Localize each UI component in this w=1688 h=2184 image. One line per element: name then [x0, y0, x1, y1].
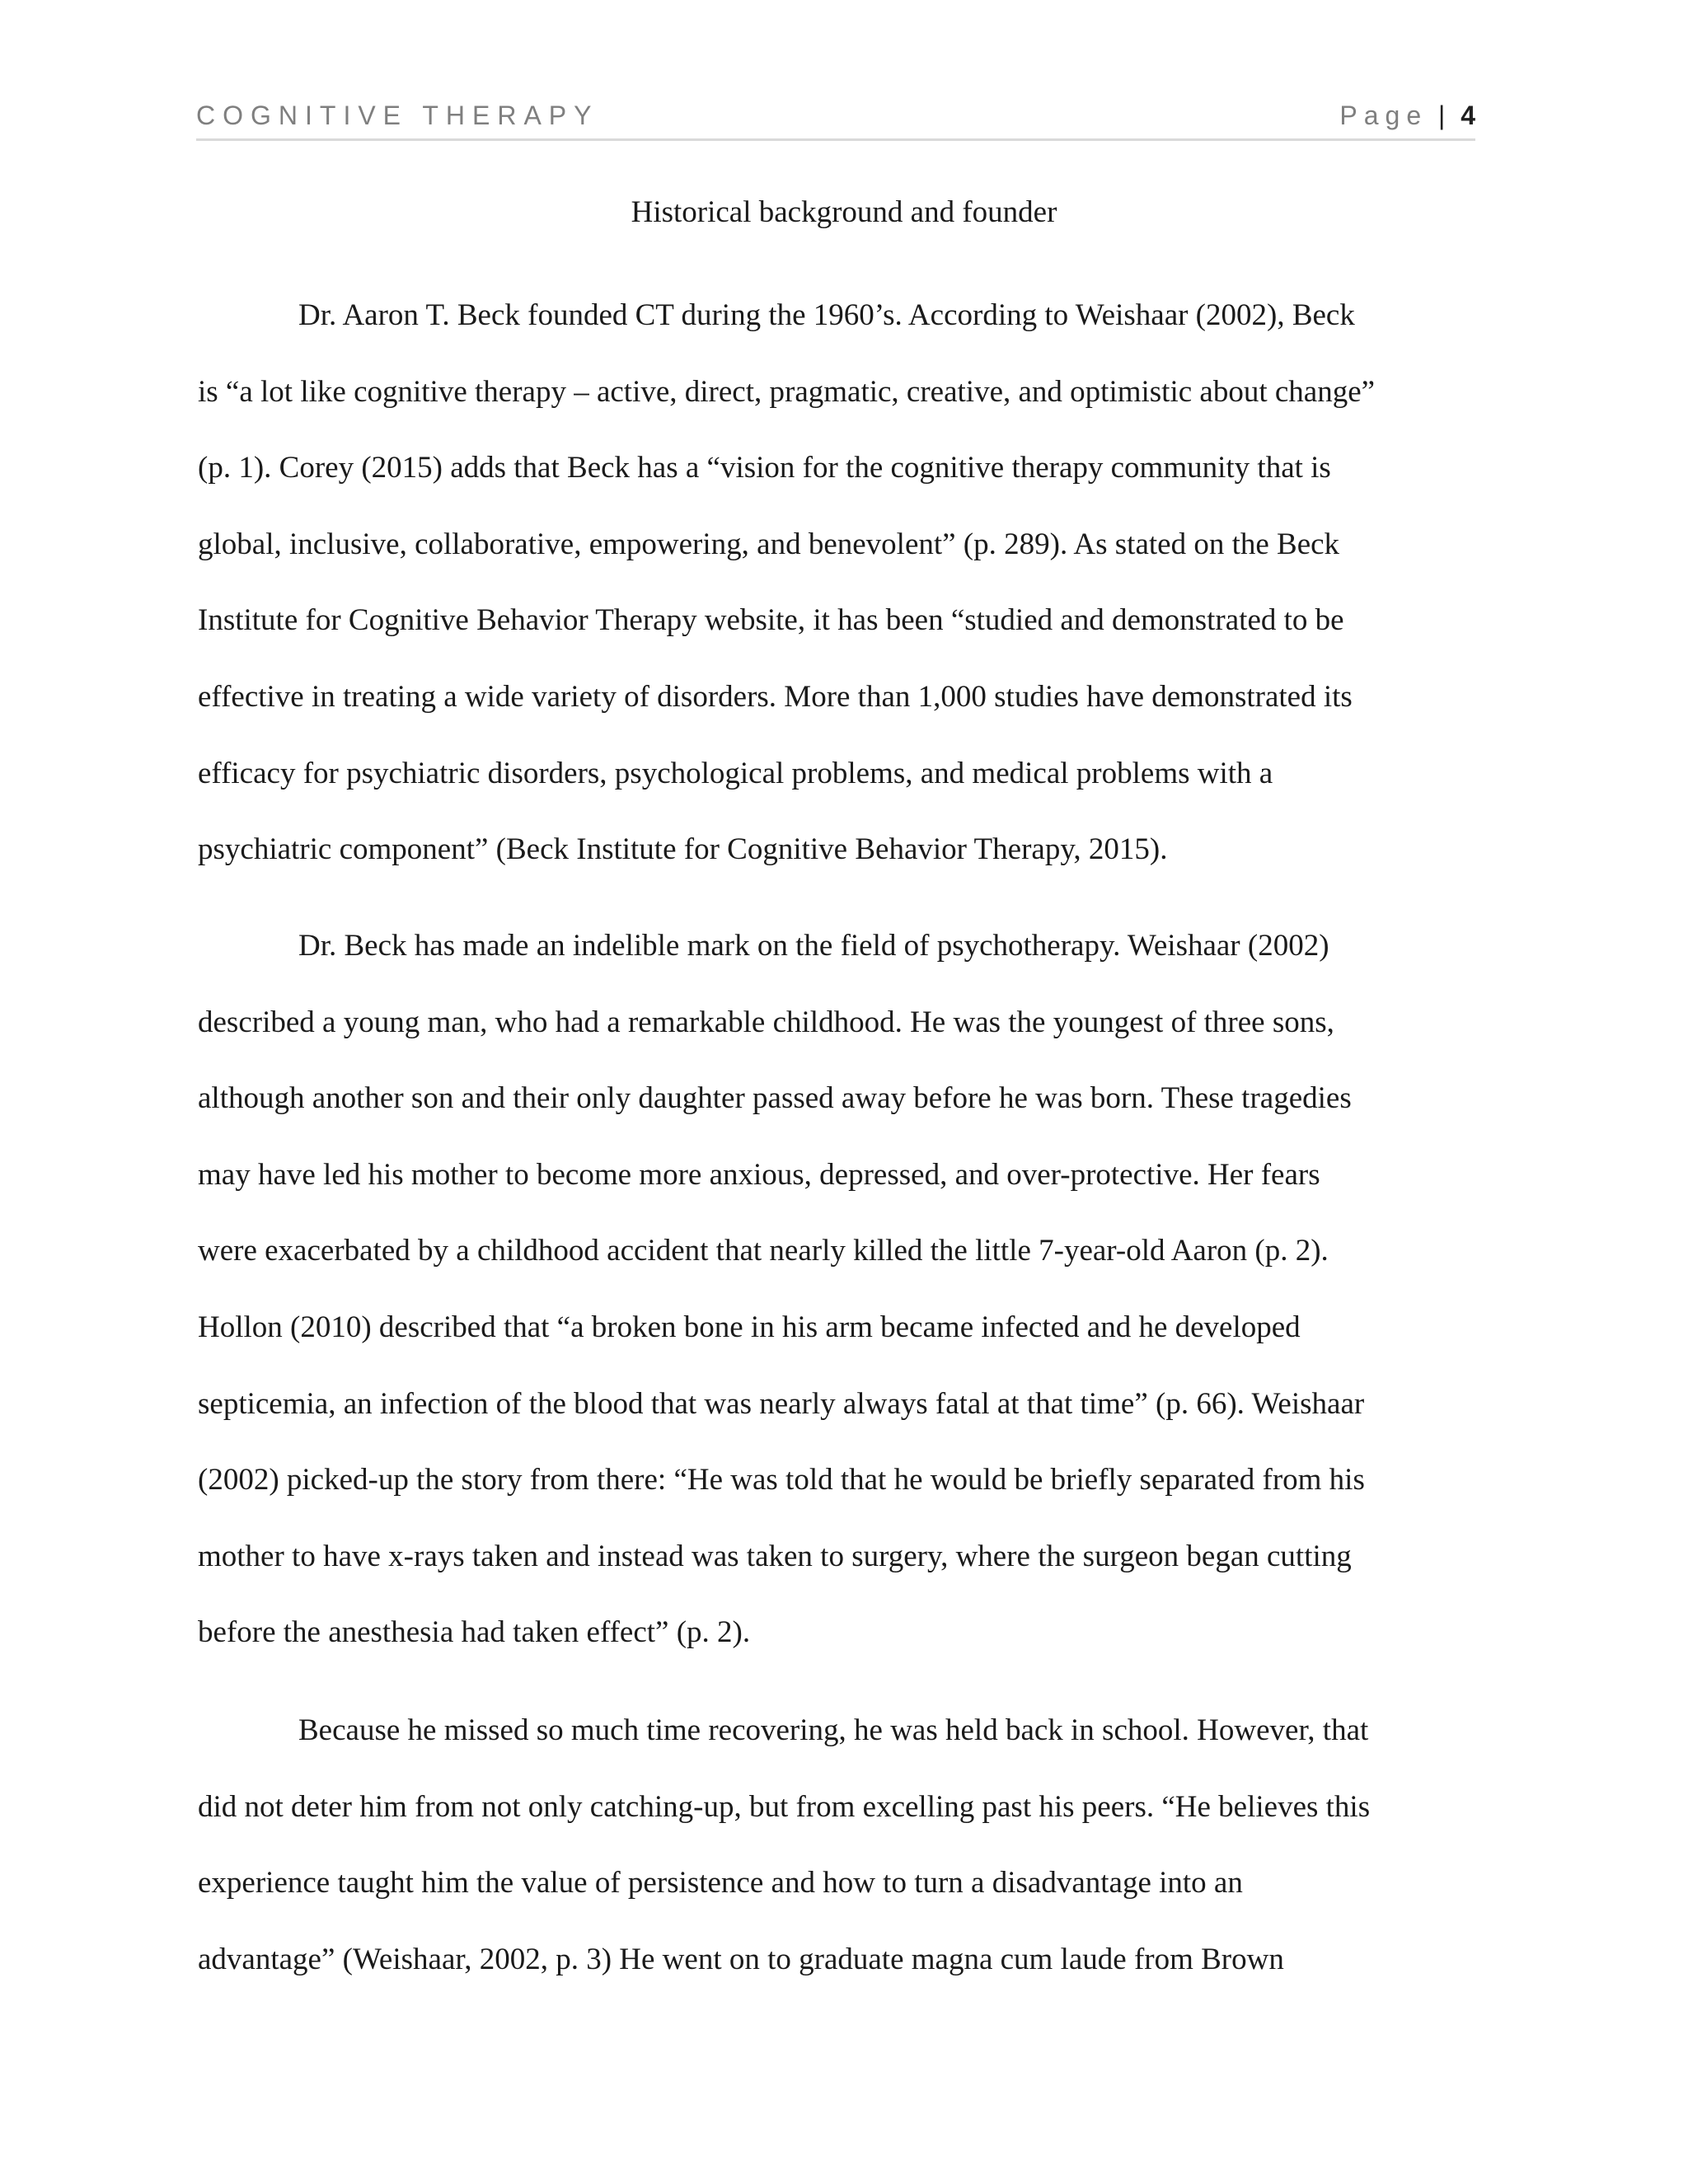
text-line: did not deter him from not only catching-up, but from excelling past his peers. “He believes this	[198, 1789, 1371, 1824]
text-line: experience taught him the value of persistence and how to turn a disadvantage into an	[198, 1866, 1243, 1900]
text-line: global, inclusive, collaborative, empowering, and benevolent” (p. 289). As stated on the Beck	[198, 527, 1340, 561]
text-line: psychiatric component” (Beck Institute for Cognitive Behavior Therapy, 2015).	[198, 832, 1168, 867]
text-line: septicemia, an infection of the blood that was nearly always fatal at that time” (p. 66). Weishaar	[198, 1386, 1365, 1421]
text-line: Dr. Beck has made an indelible mark on the field of psychotherapy. Weishaar (2002)	[298, 929, 1329, 963]
text-line: mother to have x-rays taken and instead was taken to surgery, where the surgeon began cutting	[198, 1539, 1352, 1573]
text-line: Hollon (2010) described that “a broken bone in his arm became infected and he developed	[198, 1310, 1301, 1344]
paragraph	[198, 278, 1477, 888]
text-line: Because he missed so much time recovering, he was held back in school. However, that	[298, 1713, 1369, 1747]
text-line: efficacy for psychiatric disorders, psychological problems, and medical problems with a	[198, 756, 1273, 790]
text-line: before the anesthesia had taken effect” (p. 2).	[198, 1615, 751, 1650]
text-line: may have led his mother to become more anxious, depressed, and over-protective. Her fears	[198, 1157, 1320, 1192]
text-line: described a young man, who had a remarkable childhood. He was the youngest of three sons,	[198, 1005, 1334, 1039]
page-separator: |	[1438, 101, 1446, 130]
text-line: effective in treating a wide variety of disorders. More than 1,000 studies have demonstrated its	[198, 679, 1353, 714]
text-line: Dr. Aaron T. Beck founded CT during the 1960’s. According to Weishaar (2002), Beck	[298, 298, 1355, 332]
section-heading: Historical background and founder	[631, 195, 1057, 229]
paragraph	[198, 1693, 1477, 1998]
text-line: although another son and their only daughter passed away before he was born. These tragedies	[198, 1081, 1352, 1116]
text-line: Institute for Cognitive Behavior Therapy website, it has been “studied and demonstrated to be	[198, 603, 1344, 638]
text-line: (2002) picked-up the story from there: “He was told that he would be briefly separated from his	[198, 1463, 1365, 1497]
page-label: Page	[1339, 101, 1428, 130]
running-title: COGNITIVE THERAPY	[196, 101, 599, 130]
text-line: (p. 1). Corey (2015) adds that Beck has a “vision for the cognitive therapy community that is	[198, 451, 1331, 485]
paragraph	[198, 908, 1477, 1671]
running-header	[196, 97, 1475, 141]
page-indicator	[1339, 101, 1475, 131]
text-line: is “a lot like cognitive therapy – active, direct, pragmatic, creative, and optimistic about change”	[198, 374, 1376, 409]
text-line: advantage” (Weishaar, 2002, p. 3) He went on to graduate magna cum laude from Brown	[198, 1942, 1284, 1976]
text-line: were exacerbated by a childhood accident that nearly killed the little 7-year-old Aaron (p. 2).	[198, 1234, 1329, 1268]
page-number: 4	[1461, 101, 1475, 130]
